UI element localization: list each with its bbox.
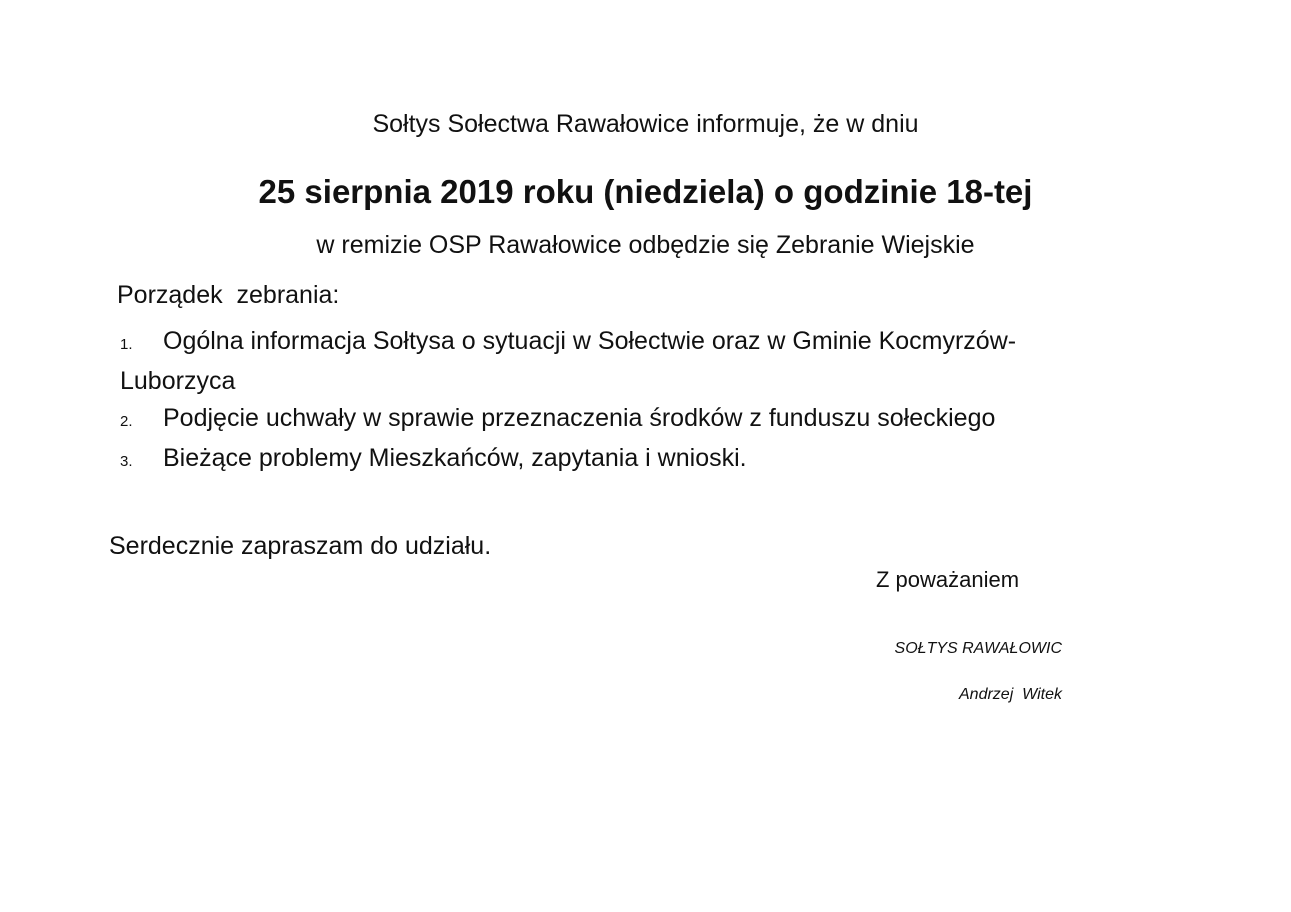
closing-salutation: Z poważaniem (876, 567, 1020, 592)
agenda-title: Porządek zebrania: (117, 281, 340, 309)
agenda-item-text: Ogólna informacja Sołtysa o sytuacji w Sołectwie oraz w Gminie Kocmyrzów- (163, 327, 1017, 355)
agenda-item-number: 1. (120, 336, 133, 353)
agenda-item-continuation: Luborzyca (120, 367, 236, 395)
signature-title: SOŁTYS RAWAŁOWIC (894, 640, 1062, 657)
agenda-item-number: 2. (120, 413, 133, 430)
agenda-item-text: Bieżące problemy Mieszkańców, zapytania i wnioski. (163, 444, 747, 472)
meeting-date-headline: 25 sierpnia 2019 roku (niedziela) o godzinie 18-tej (258, 173, 1033, 210)
agenda-item-1 (120, 323, 1120, 400)
intro-line: Sołtys Sołectwa Rawałowice informuje, że w dniu (372, 110, 919, 138)
agenda-item-text: Podjęcie uchwały w sprawie przeznaczenia środków z funduszu sołeckiego (163, 404, 996, 432)
agenda-item-3 (120, 440, 1120, 480)
invitation-line: Serdecznie zapraszam do udziału. (109, 532, 492, 560)
agenda-item-number: 3. (120, 453, 133, 470)
agenda-list (120, 323, 1120, 480)
signature-name: Andrzej Witek (959, 686, 1062, 703)
venue-line: w remizie OSP Rawałowice odbędzie się Zebranie Wiejskie (316, 231, 975, 259)
agenda-item-2 (120, 400, 1120, 440)
